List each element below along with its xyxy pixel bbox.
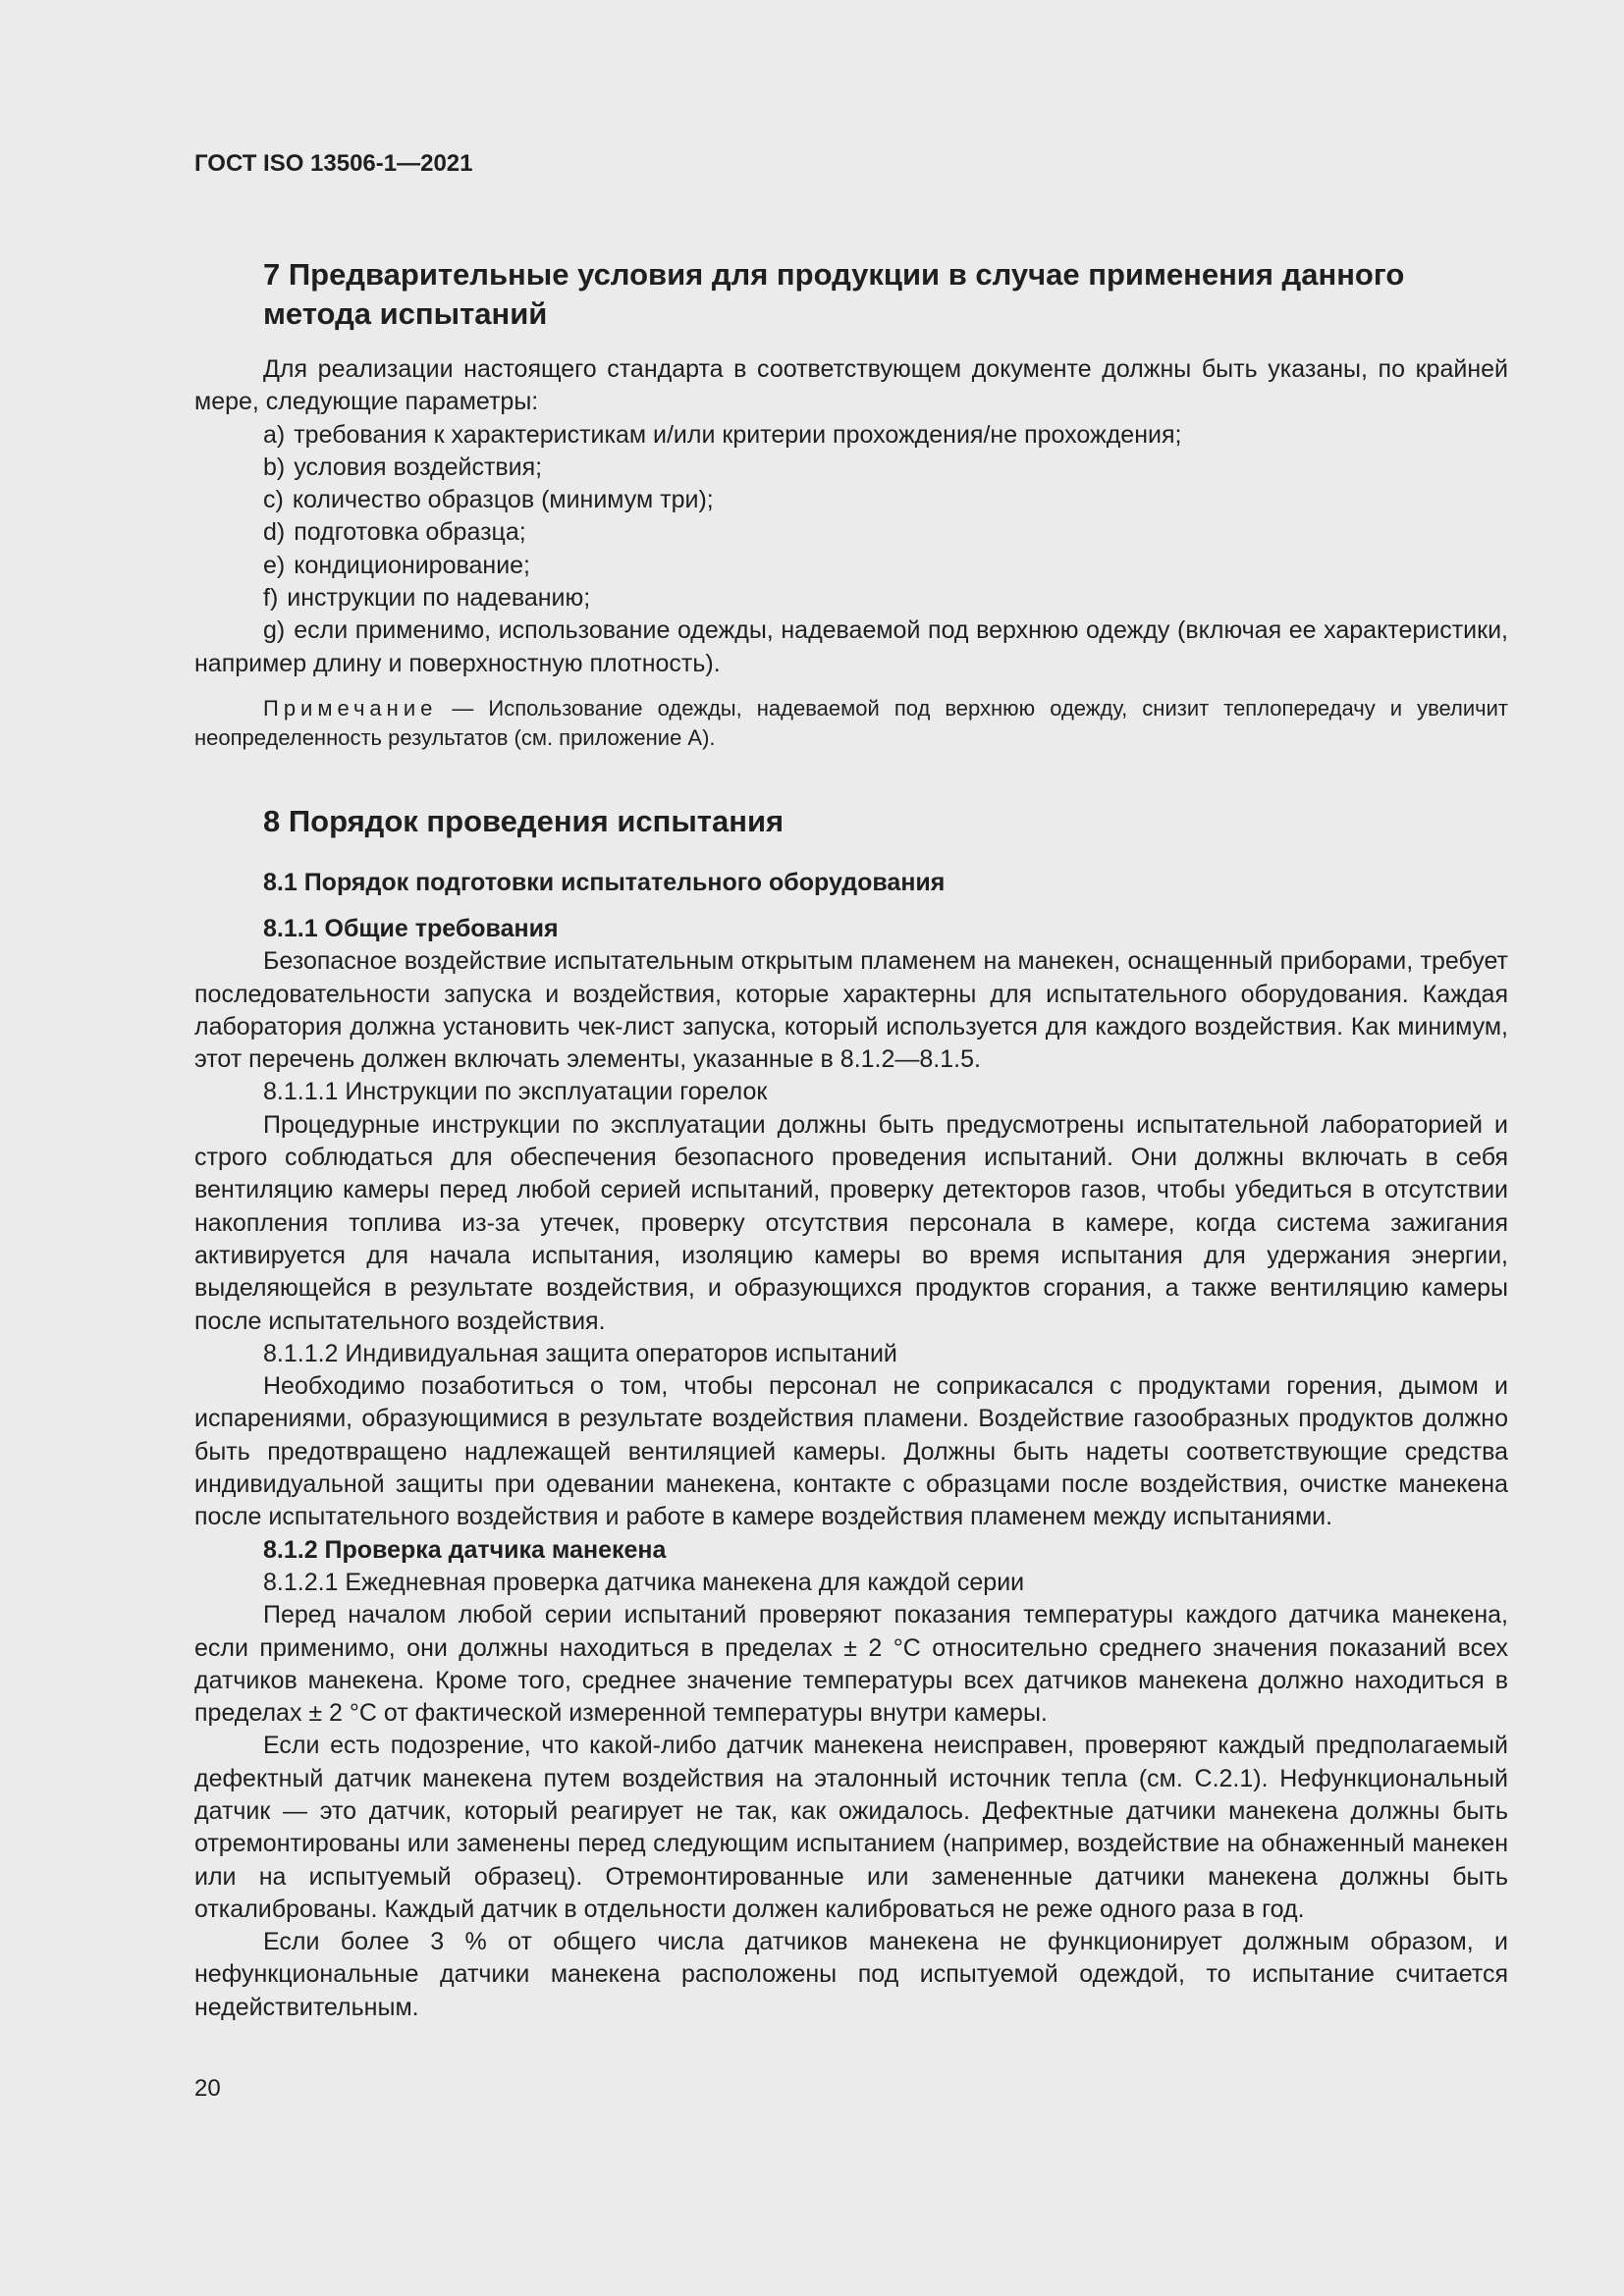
subsection-8-1-1-heading: 8.1.1 Общие требования [263, 914, 559, 942]
clause-8-1-2-1-paragraph-2: Если есть подозрение, что какой-либо датчик манекена неисправен, проверяют каждый предполагаемый дефектный датчик манекена путем воздействия на эталонный источник тепла (см. С.2.1). Нефункциональный датчик — это датчик, который реагирует не так, как ожидалось. Дефектные датчики манекена должны быть отремонтированы или заменены перед следующим испытанием (например, воздействие на обнаженный манекен или на испытуемый образец). Отремонтированные или замененные датчики манекена должны быть откалиброваны. Каждый датчик в отдельности должен калиброваться не реже одного раза в год. [194, 1732, 1508, 1923]
note-text: — Использование одежды, надеваемой под верхнюю одежду, снизит теплопередачу и увеличит неопределенность результатов (см. приложение А). [194, 695, 1508, 750]
note-paragraph [194, 694, 1508, 753]
list-item-marker: c) [263, 486, 284, 514]
list-item-marker: d) [263, 518, 286, 547]
section-8-heading: 8 Порядок проведения испытания [263, 803, 785, 838]
list-item-text: инструкции по надеванию; [287, 584, 591, 613]
document-page [194, 147, 1508, 2024]
list-item [194, 419, 1508, 452]
list-item-marker: f) [263, 584, 279, 613]
list-item [194, 484, 1508, 516]
clause-8-1-2-1-paragraph-3: Если более 3 % от общего числа датчиков манекена не функционирует должным образом, и нефункциональные датчики манекена расположены под испытуемой одеждой, то испытание считается недействительным. [194, 1928, 1508, 2021]
list-item-marker: g) [263, 616, 286, 645]
note-label: Примечание [263, 695, 438, 721]
subsection-8-1-1-text: Безопасное воздействие испытательным открытым пламенем на манекен, оснащенный приборами, требует последовательности запуска и воздействия, которые характерны для испытательного оборудования. Каждая лаборатория должна установить чек-лист запуска, который используется для каждого воздействия. Как минимум, этот перечень должен включать элементы, указанные в 8.1.2—8.1.5. [194, 947, 1508, 1074]
clause-8-1-1-1-text: Процедурные инструкции по эксплуатации должны быть предусмотрены испытательной лабораторией и строго соблюдаться для обеспечения безопасного проведения испытаний. Они должны включать в себя вентиляцию камеры перед любой серией испытаний, проверку детекторов газов, чтобы убедиться в отсутствии накопления топлива из-за утечек, проверку отсутствия персонала в камере, когда система зажигания активируется для начала испытания, изоляцию камеры во время испытания для удержания энергии, выделяющейся в результате воздействия, и образующихся продуктов сгорания, а также вентиляцию камеры после испытательного воздействия. [194, 1110, 1508, 1335]
list-item [194, 452, 1508, 484]
page-number: 20 [194, 2075, 221, 2102]
parameters-list [194, 419, 1508, 680]
list-item-marker: b) [263, 453, 286, 481]
section-7-intro: Для реализации настоящего стандарта в соответствующем документе должны быть указаны, по крайней мере, следующие параметры: [194, 355, 1508, 416]
list-item-marker: e) [263, 551, 286, 579]
section-7-heading: 7 Предварительные условия для продукции в случае применения данного метода испытаний [263, 257, 1405, 331]
list-item [194, 614, 1508, 680]
subsection-8-1-2-heading: 8.1.2 Проверка датчика манекена [263, 1535, 667, 1564]
list-item [194, 550, 1508, 582]
list-item-text: если применимо, использование одежды, надеваемой под верхнюю одежду (включая ее характеристики, например длину и поверхностную плотность). [194, 616, 1508, 677]
clause-8-1-1-2-heading: 8.1.1.2 Индивидуальная защита операторов испытаний [263, 1339, 897, 1367]
list-item-text: требования к характеристикам и/или критерии прохождения/не прохождения; [294, 420, 1182, 449]
list-item [194, 582, 1508, 614]
list-item-marker: a) [263, 420, 286, 449]
clause-8-1-2-1-heading: 8.1.2.1 Ежедневная проверка датчика манекена для каждой серии [263, 1568, 1025, 1596]
list-item-text: количество образцов (минимум три); [292, 486, 714, 514]
clause-8-1-1-2-text: Необходимо позаботиться о том, чтобы персонал не соприкасался с продуктами горения, дымом и испарениями, образующимися в результате воздействия пламени. Воздействие газообразных продуктов должно быть предотвращено надлежащей вентиляцией камеры. Должны быть надеты соответствующие средства индивидуальной защиты при одевании манекена, контакте с образцами после воздействия, очистке манекена после испытательного воздействия и работе в камере воздействия пламенем между испытаниями. [194, 1372, 1508, 1531]
subsection-8-1-heading: 8.1 Порядок подготовки испытательного оборудования [263, 868, 946, 896]
clause-8-1-2-1-paragraph-1: Перед началом любой серии испытаний проверяют показания температуры каждого датчика манекена, если применимо, они должны находиться в пределах ± 2 °С относительно среднего значения показаний всех датчиков манекена. Кроме того, среднее значение температуры всех датчиков манекена должно находиться в пределах ± 2 °С от фактической измеренной температуры внутри камеры. [194, 1601, 1508, 1728]
list-item-text: условия воздействия; [294, 453, 543, 481]
clause-8-1-1-1-heading: 8.1.1.1 Инструкции по эксплуатации горелок [263, 1078, 768, 1106]
document-code-header: ГОСТ ISO 13506-1—2021 [194, 150, 473, 177]
list-item-text: кондиционирование; [294, 551, 531, 579]
list-item [194, 516, 1508, 549]
list-item-text: подготовка образца; [294, 518, 526, 547]
